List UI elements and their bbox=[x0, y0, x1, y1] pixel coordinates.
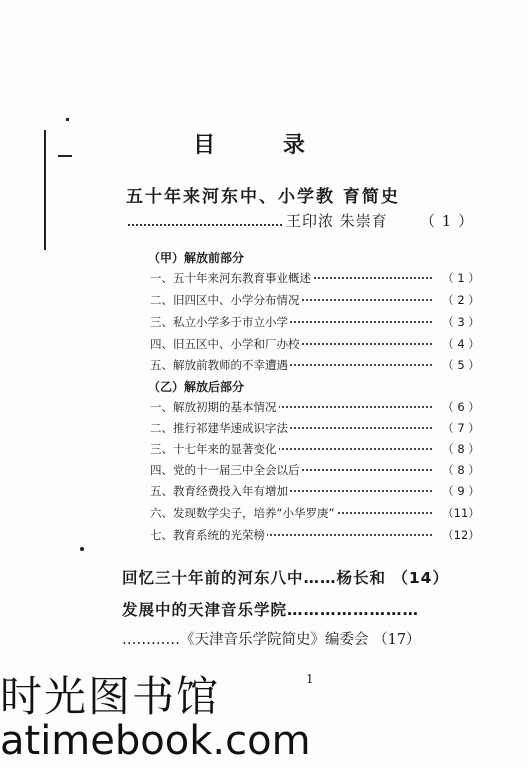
toc-entry-label: 一、解放初期的基本情况 bbox=[150, 400, 277, 414]
toc-entry-page: （ 3 ） bbox=[442, 315, 480, 329]
toc-entry-label: 三、私立小学多于市立小学 bbox=[150, 315, 288, 329]
toc-entry-label: 五、教育经费投入年有增加 bbox=[150, 484, 288, 498]
toc-entry bbox=[150, 357, 490, 375]
toc-entry-page: （ 7 ） bbox=[442, 421, 480, 435]
article-title: 五十年来河东中、小学教 育简史 bbox=[126, 187, 400, 207]
toc-entry-page: （ 2 ） bbox=[442, 293, 480, 307]
toc-entry bbox=[150, 399, 490, 417]
toc-entry-page: （12） bbox=[442, 528, 480, 542]
toc-entry-page: （ 6 ） bbox=[442, 400, 480, 414]
binding-mark bbox=[80, 547, 84, 551]
toc-entry-label: 六、发现数学尖子，培养“小华罗庚” bbox=[150, 506, 335, 520]
toc-entry-label: 二、推行祁建华速成识字法 bbox=[150, 421, 288, 435]
toc-entry-label: 二、旧四区中、小学分布情况 bbox=[150, 293, 300, 307]
toc-entry-page: （ 4 ） bbox=[442, 337, 480, 351]
watermark-url: atimebook.com bbox=[0, 718, 311, 764]
toc-entry-label: 三、十七年来的显著变化 bbox=[150, 442, 277, 456]
article-title: 发展中的天津音乐学院…………………… bbox=[122, 601, 420, 619]
toc-entry-page: （11） bbox=[442, 506, 480, 520]
article-page: （ 1 ） bbox=[420, 212, 475, 230]
toc-entry-page: （ 5 ） bbox=[442, 358, 480, 372]
toc-entry bbox=[150, 420, 490, 438]
page-title: 目 录 bbox=[193, 133, 335, 158]
toc-entry bbox=[150, 336, 490, 354]
toc-entry bbox=[150, 483, 490, 501]
toc-entry-label: 五、解放前教师的不幸遭遇 bbox=[150, 358, 288, 372]
article-author: 王印浓 朱崇育 bbox=[286, 212, 388, 230]
toc-entry-page: （ 8 ） bbox=[442, 442, 480, 456]
page-number: 1 bbox=[306, 672, 314, 686]
dot-leader bbox=[128, 224, 282, 226]
article-title: 回忆三十年前的河东八中……杨长和 （14） bbox=[122, 569, 449, 587]
binding-mark bbox=[66, 118, 69, 121]
toc-entry-label: 四、党的十一届三中全会以后 bbox=[150, 463, 300, 477]
toc-entry bbox=[150, 505, 490, 523]
toc-entry-page: （ 8 ） bbox=[442, 463, 480, 477]
article-author: …………《天津音乐学院简史》编委会 （17） bbox=[122, 632, 421, 648]
toc-entry bbox=[150, 314, 490, 332]
toc-entry bbox=[150, 462, 490, 480]
toc-entry-page: （ 1 ） bbox=[442, 271, 480, 285]
toc-entry-label: 四、旧五区中、小学和厂办校 bbox=[150, 337, 300, 351]
toc-entry bbox=[150, 292, 490, 310]
toc-entry-page: （ 9 ） bbox=[442, 484, 480, 498]
toc-entry bbox=[150, 270, 490, 288]
toc-entry bbox=[150, 441, 490, 459]
section-heading: （乙）解放后部分 bbox=[148, 380, 245, 394]
toc-entry-label: 一、五十年来河东教育事业概述 bbox=[150, 271, 311, 285]
watermark-text: 时光图书馆 bbox=[0, 672, 221, 721]
toc-entry bbox=[150, 527, 490, 545]
toc-entry-label: 七、教育系统的光荣榜 bbox=[150, 528, 265, 542]
section-heading: （甲）解放前部分 bbox=[148, 251, 245, 265]
